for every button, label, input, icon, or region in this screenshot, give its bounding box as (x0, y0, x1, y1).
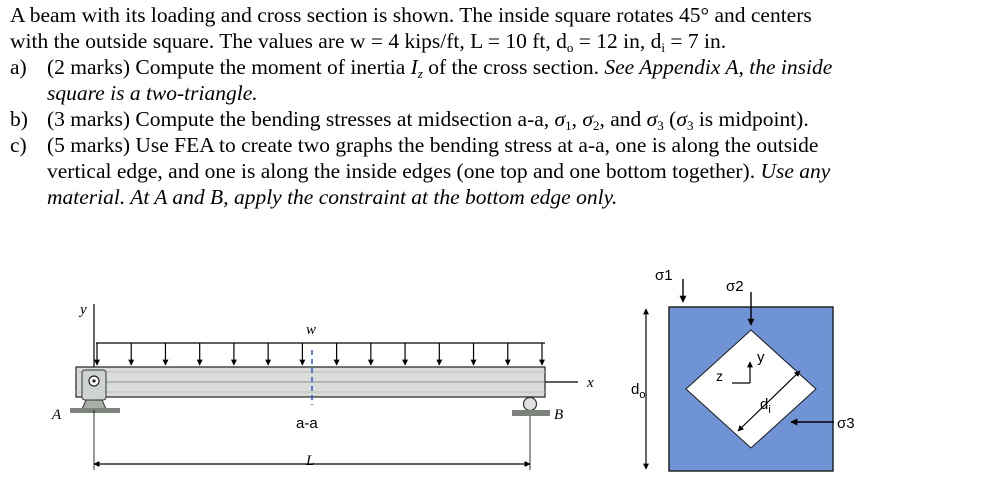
part-a-text-2: of the cross section. (422, 55, 605, 79)
intro-text-2b: = 12 in, d (573, 29, 662, 53)
sep-2: , and (599, 107, 647, 131)
part-c-text-2: vertical edge, and one is along the inside edges (one top and one bottom together). (47, 159, 761, 183)
y-axis-section-label: y (757, 349, 765, 366)
sep-1: , (571, 107, 583, 131)
sigma-sub-2: 2 (593, 118, 600, 133)
part-c-label: c) (10, 133, 27, 157)
do-subscript: o (566, 40, 574, 55)
part-b-label: b) (10, 107, 28, 131)
part-b-text-1: (3 marks) Compute the bending stresses at midsection a-a, (47, 107, 555, 131)
di-label: $d_i$ (760, 396, 771, 416)
do-label: $d_o$ (631, 381, 646, 401)
beam-figure (51, 302, 594, 470)
sigma-sub-1: 1 (565, 118, 572, 133)
part-a-italic-1: See Appendix A, the inside (604, 55, 833, 79)
distributed-load-arrows (97, 343, 542, 365)
support-a-label: A (52, 407, 62, 423)
roller-support-b (512, 398, 550, 417)
cross-section-figure (631, 267, 855, 471)
intro-text-2c: = 7 in. (664, 29, 727, 53)
sigma-sub-3: 3 (657, 118, 664, 133)
length-label: L (306, 453, 315, 469)
sigma2-label: σ2 (726, 278, 744, 295)
paren-open: ( (663, 107, 677, 131)
di-subscript: i (661, 40, 665, 55)
z-axis-label: z (716, 368, 723, 384)
sigma-symbol: σ (582, 107, 593, 131)
load-label: w (306, 322, 317, 338)
part-a-text-1: (2 marks) Compute the moment of inertia (47, 55, 411, 79)
part-a-italic-2: square is a two-triangle. (47, 81, 258, 105)
y-axis-label: y (80, 302, 87, 318)
inertia-subscript: z (417, 66, 423, 81)
intro-text-1: A beam with its loading and cross section is shown. The inside square rotates 45° and centers (10, 3, 812, 27)
sigma-symbol: σ (646, 107, 658, 131)
part-b-text-2: is midpoint). (693, 107, 809, 131)
sigma-symbol: σ (554, 107, 566, 131)
part-a-label: a) (10, 55, 27, 79)
part-c-italic-1: Use any (760, 159, 831, 183)
part-c-text-1: (5 marks) Use FEA to create two graphs the bending stress at a-a, one is along the outside (47, 133, 819, 157)
part-c-italic-2: material. At A and B, apply the constraint at the bottom edge only. (47, 185, 618, 209)
section-aa-label: a-a (296, 415, 318, 432)
sigma3-label: σ3 (837, 415, 855, 432)
x-axis-label: x (587, 375, 594, 391)
inertia-symbol: I (410, 55, 418, 79)
sigma-symbol: σ (676, 107, 687, 131)
sigma-sub-3: 3 (686, 118, 694, 133)
sigma1-label: σ1 (655, 267, 673, 284)
support-b-label: B (554, 407, 564, 423)
intro-text-2a: with the outside square. The values are w = 4 kips/ft, L = 10 ft, d (10, 29, 567, 53)
